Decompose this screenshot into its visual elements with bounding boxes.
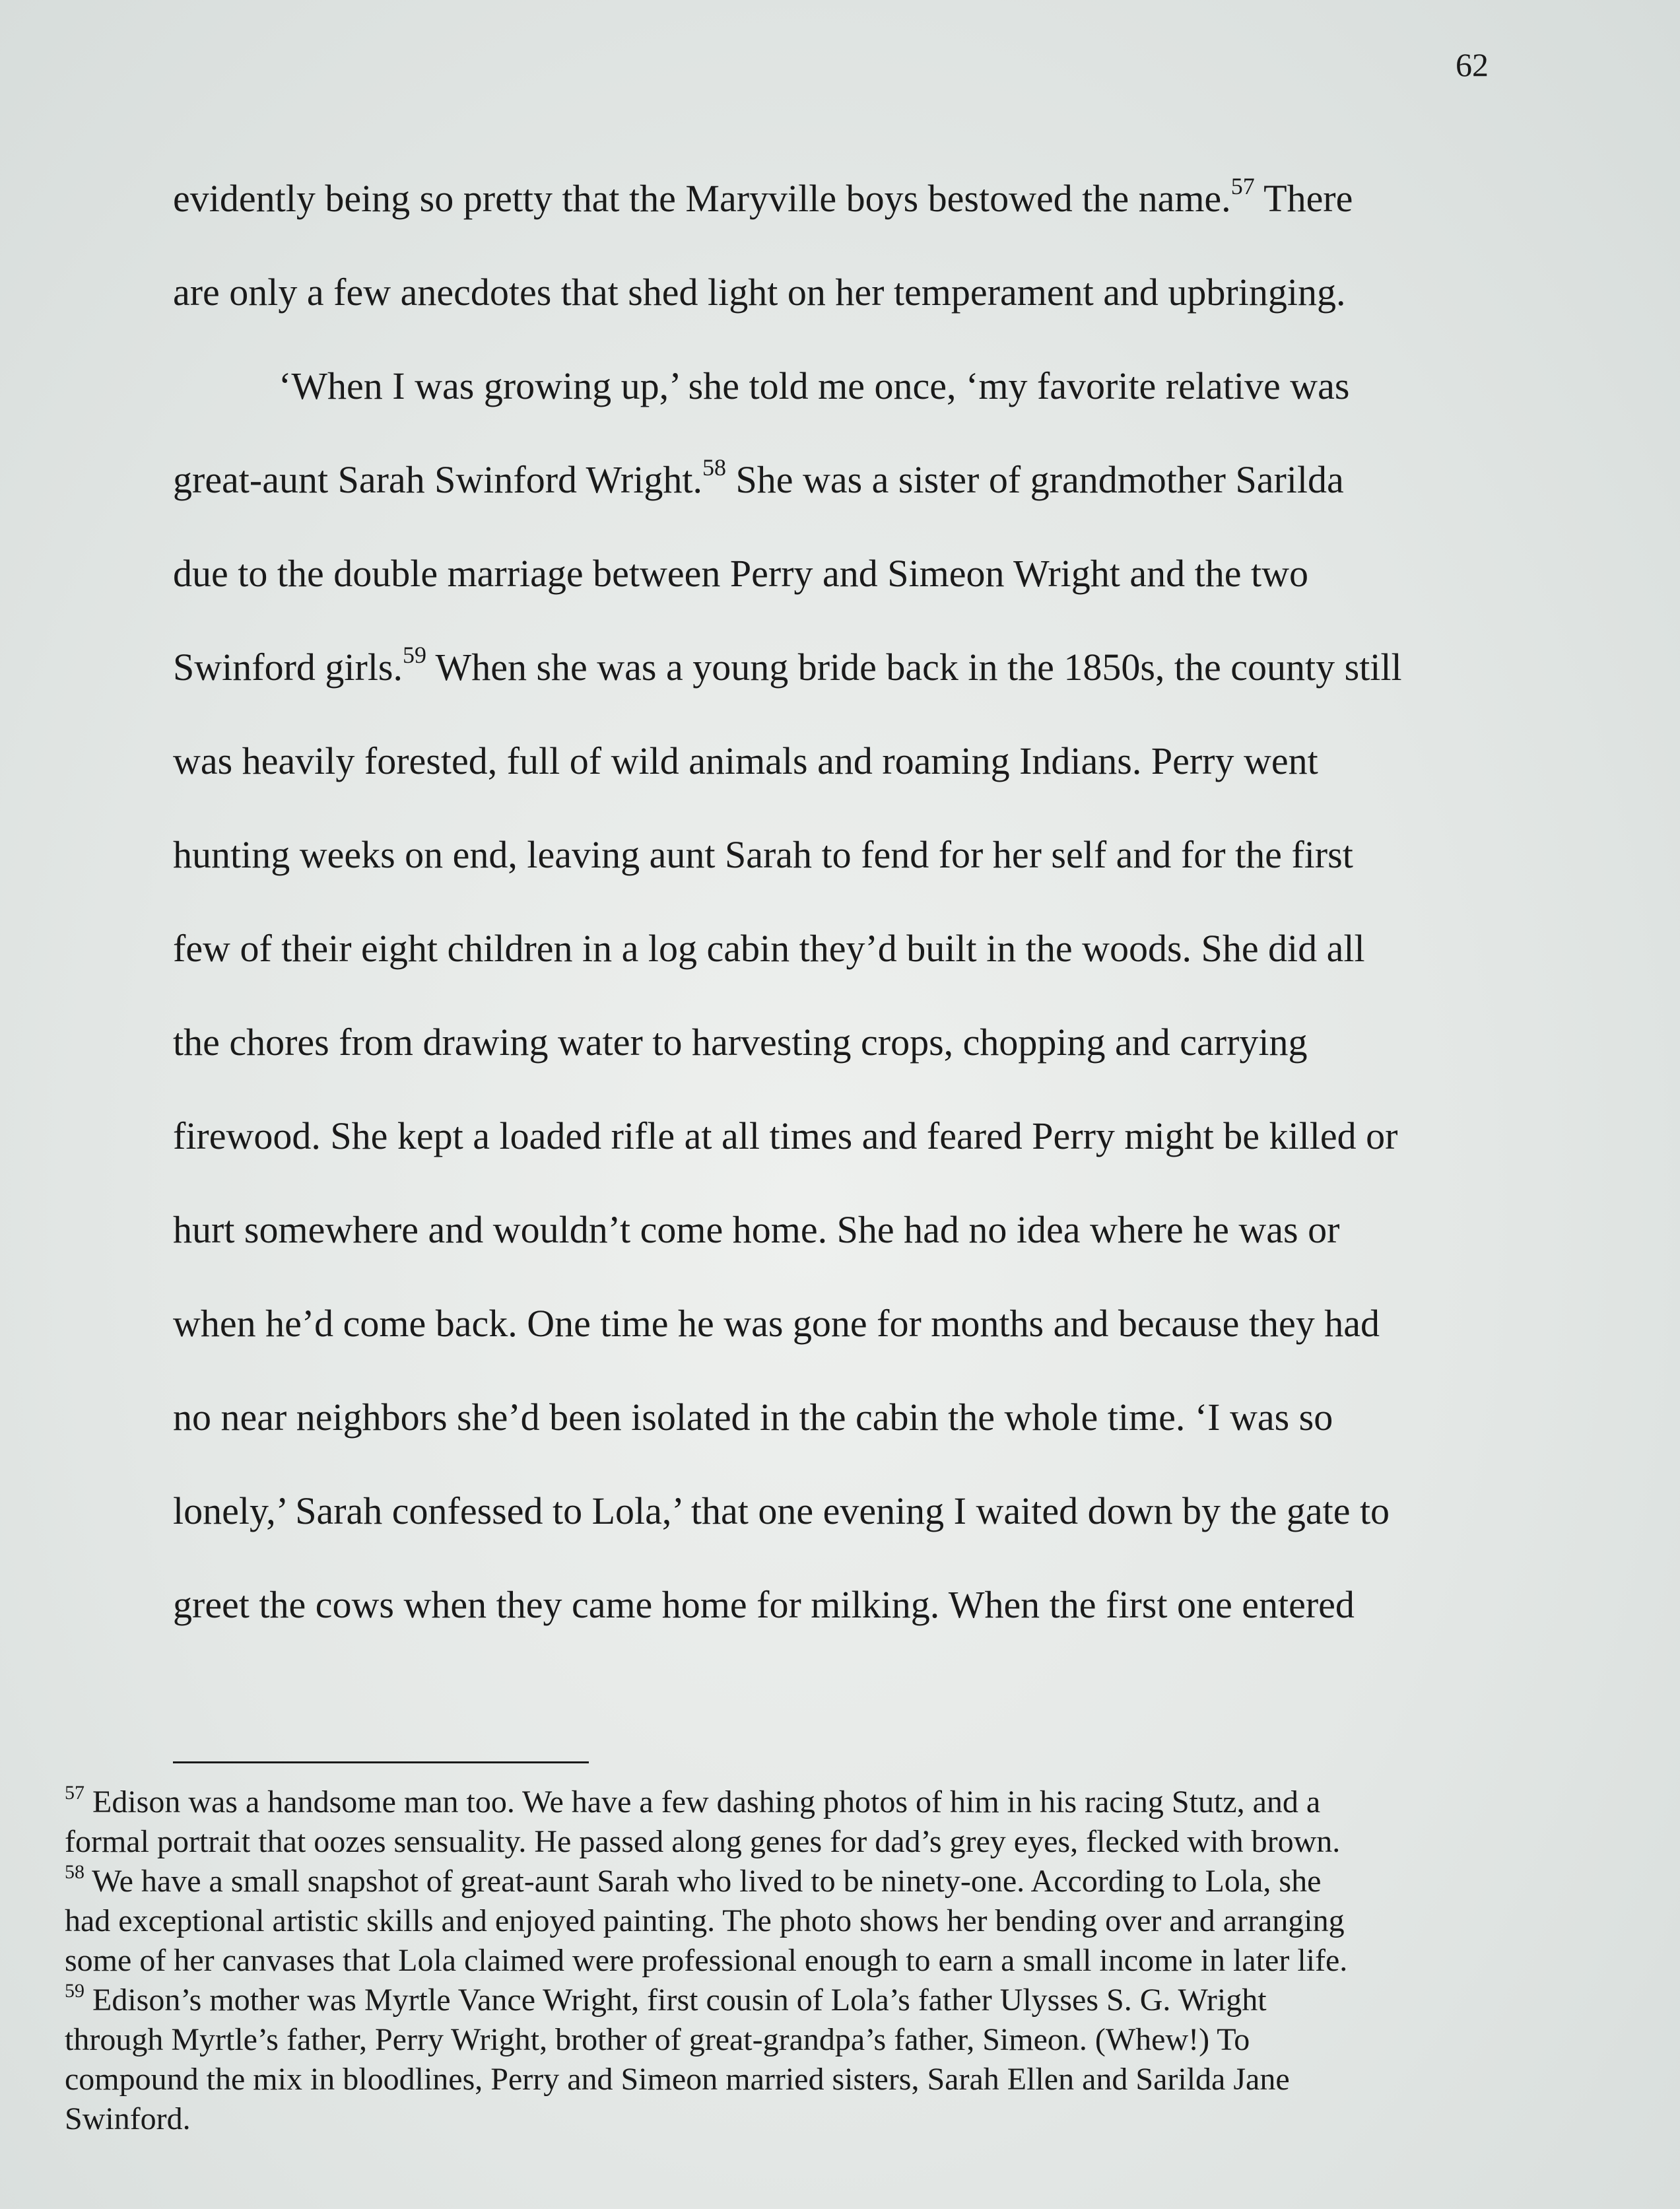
text-line	[173, 1089, 1520, 1183]
footnote-line	[65, 1941, 1517, 1981]
text-line	[173, 246, 1520, 339]
line-text: There	[1254, 177, 1353, 220]
line-text: no near neighbors she’d been isolated in the cabin the whole time. ‘I was so	[173, 1396, 1333, 1439]
text-line	[173, 152, 1520, 246]
text-line	[173, 527, 1520, 621]
text-line	[173, 1277, 1520, 1371]
footnote-line	[65, 1901, 1517, 1941]
footnote-text: Edison was a handsome man too. We have a few dashing photos of him in his racing Stutz, and a	[84, 1784, 1321, 1819]
text-line	[173, 808, 1520, 902]
footnote-line	[65, 2099, 1517, 2139]
line-text: when he’d come back. One time he was gone for months and because they had	[173, 1302, 1380, 1345]
footnote-number: 57	[65, 1782, 84, 1804]
line-text: ‘When I was growing up,’ she told me once, ‘my favorite relative was	[279, 364, 1350, 407]
line-text: She was a sister of grandmother Sarilda	[725, 458, 1344, 501]
text-line	[173, 996, 1520, 1089]
line-text: greet the cows when they came home for milking. When the first one entered	[173, 1583, 1355, 1626]
page-number: 62	[1456, 46, 1489, 83]
footnote-text: some of her canvases that Lola claimed were professional enough to earn a small income in later life.	[65, 1943, 1348, 1978]
footnote-reference: 59	[403, 642, 426, 668]
line-text: evidently being so pretty that the Maryville boys bestowed the name.	[173, 177, 1231, 220]
text-line	[173, 902, 1520, 996]
footnote-number: 59	[65, 1980, 84, 2002]
text-line	[173, 1371, 1520, 1464]
body-text	[173, 152, 1520, 1652]
footnote-reference: 57	[1230, 173, 1255, 199]
line-text: hurt somewhere and wouldn’t come home. She had no idea where he was or	[173, 1208, 1340, 1251]
text-line	[173, 433, 1520, 527]
footnote-line	[65, 1862, 1517, 1901]
footnotes	[65, 1783, 1517, 2139]
footnote-line	[65, 1783, 1517, 1822]
footnote-reference: 58	[702, 454, 726, 481]
footnote-line	[65, 1822, 1517, 1862]
line-text: Swinford girls.	[173, 646, 403, 689]
footnote-number: 58	[65, 1861, 84, 1883]
text-line	[173, 1183, 1520, 1277]
footnote-text: We have a small snapshot of great-aunt Sarah who lived to be ninety-one. According to Lola, she	[84, 1864, 1322, 1899]
text-line	[173, 1464, 1520, 1558]
footnote-text: had exceptional artistic skills and enjoyed painting. The photo shows her bending over and arranging	[65, 1903, 1345, 1938]
footnote-text: Swinford.	[65, 2101, 191, 2136]
footnote-text: compound the mix in bloodlines, Perry and Simeon married sisters, Sarah Ellen and Sarilda Jane	[65, 2062, 1290, 2097]
footnote-line	[65, 2060, 1517, 2099]
line-text: due to the double marriage between Perry and Simeon Wright and the two	[173, 552, 1309, 595]
line-text: was heavily forested, full of wild animals and roaming Indians. Perry went	[173, 739, 1318, 782]
footnote-line	[65, 2020, 1517, 2060]
line-text: the chores from drawing water to harvesting crops, chopping and carrying	[173, 1021, 1308, 1064]
footnote-text: Edison’s mother was Myrtle Vance Wright, first cousin of Lola’s father Ulysses S. G. Wright	[84, 1983, 1267, 2018]
text-line	[173, 714, 1520, 808]
line-text: few of their eight children in a log cabin they’d built in the woods. She did all	[173, 927, 1365, 970]
line-text: firewood. She kept a loaded rifle at all times and feared Perry might be killed or	[173, 1114, 1398, 1157]
text-line	[173, 621, 1520, 714]
line-text: are only a few anecdotes that shed light on her temperament and upbringing.	[173, 271, 1346, 314]
line-text: hunting weeks on end, leaving aunt Sarah to fend for her self and for the first	[173, 833, 1353, 876]
line-text: lonely,’ Sarah confessed to Lola,’ that one evening I waited down by the gate to	[173, 1489, 1390, 1532]
footnote-text: formal portrait that oozes sensuality. He passed along genes for dad’s grey eyes, flecked with brown.	[65, 1824, 1341, 1859]
footnote-line	[65, 1981, 1517, 2020]
footnote-separator	[173, 1761, 589, 1763]
footnote-text: through Myrtle’s father, Perry Wright, brother of great-grandpa’s father, Simeon. (Whew!) To	[65, 2022, 1250, 2057]
text-line	[173, 339, 1520, 433]
line-text: When she was a young bride back in the 1850s, the county still	[426, 646, 1402, 689]
text-line	[173, 1558, 1520, 1652]
line-text: great-aunt Sarah Swinford Wright.	[173, 458, 702, 501]
